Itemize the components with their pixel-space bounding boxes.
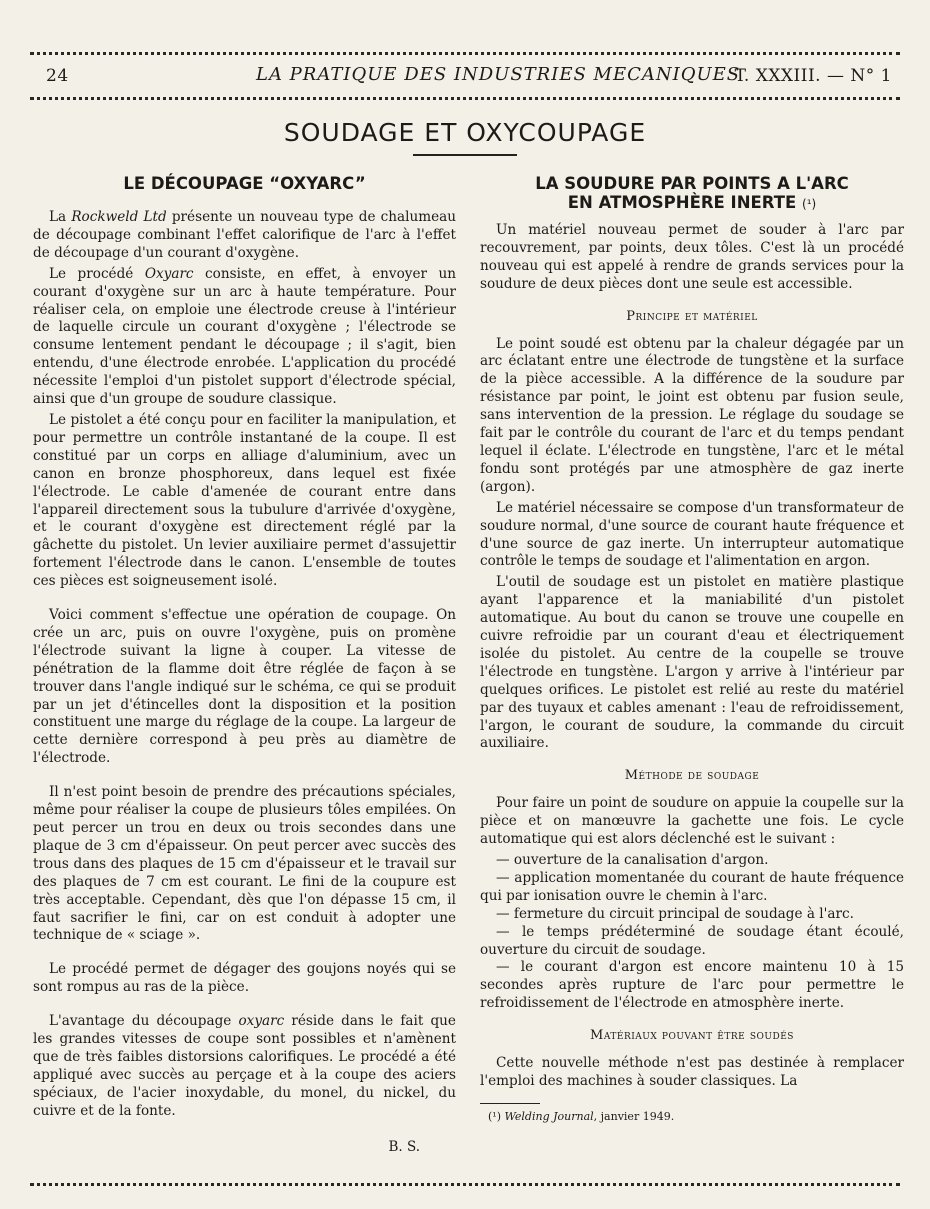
page-number: 24 — [46, 66, 69, 86]
paragraph: Un matériel nouveau permet de souder à l'arc par recouvrement, par points, deux tôles. C'est là un procédé nouveau qui est appelé à rendre de grands services pour la soudure de deux pièces dont une seule est accessible. — [480, 222, 904, 292]
footnote: (¹) Welding Journal, janvier 1949. — [488, 1109, 675, 1123]
paragraph: Voici comment s'effectue une opération de coupage. On crée un arc, puis on ouvre l'oxygène, puis on promène l'électrode suivant la ligne à couper. La vitesse de pénétration de la flamme doit être réglée de façon à se trouver dans l'angle indiqué sur le schéma, ce qui se produit par un jet d'étincelles dont la disposition et la position constituent une marge du réglage de la coupe. La largeur de cette dernière correspond à peu près au diamètre de l'électrode. — [33, 607, 456, 767]
journal-title: LA PRATIQUE DES INDUSTRIES MECANIQUES — [256, 64, 741, 85]
company-name: Rockweld Ltd — [71, 209, 167, 225]
list-item: — fermeture du circuit principal de soudage à l'arc. — [496, 905, 854, 922]
paragraph: L'outil de soudage est un pistolet en matière plastique ayant l'apparence et la maniabilité d'un pistolet automatique. Au bout du canon se trouve une coupelle en cuivre refroidie par un courant d'eau et électriquement isolée du pistolet. Au centre de la coupelle se trouve l'électrode en tungstène. L'argon y arrive à l'intérieur par quelques orifices. Le pistolet est relié au reste du matériel par des tuyaux et cables amenant : l'eau de refroidissement, l'argon, le courant de soudure, la commande du circuit auxiliaire. — [480, 574, 904, 752]
subheading-materiaux: Matériaux pouvant être soudés — [590, 1028, 794, 1044]
process-name: Oxyarc — [144, 265, 194, 282]
subheading-principe: Principe et matériel — [626, 308, 758, 324]
process-name: oxyarc — [238, 1013, 285, 1030]
list-item: — le temps prédéterminé de soudage étant écoulé, ouverture du circuit de soudage. — [480, 923, 904, 958]
footnote-source: Welding Journal — [504, 1109, 594, 1123]
paragraph: Le pistolet a été conçu pour en faciliter la manipulation, et pour permettre un contrôle instantané de la coupe. Il est constitué par un corps en alliage d'aluminium, avec un canon en bronze phosphoreux, dans lequel est fixée l'électrode. Le cable d'amenée de courant entre dans l'appareil directement sous la tubulure d'arrivée d'oxygène, et le courant d'oxygène est directement réglé par la gâchette du pistolet. Un levier auxiliaire permet d'assujettir fortement l'électrode dans le canon. L'ensemble de toutes ces pièces est soigneusement isolé. — [33, 411, 456, 590]
right-article — [480, 174, 904, 1126]
right-article-heading: LA SOUDURE PAR POINTS A L'ARC EN ATMOSPHÈRE INERTE (¹) — [535, 174, 849, 212]
paragraph: L'avantage du découpage oxyarc réside dans le fait que les grandes vitesses de coupe sont possibles et n'amènent que de très faibles distorsions calorifiques. Le procédé a été appliqué avec succès au perçage et à la coupe des aciers spéciaux, de l'acier inoxydable, du monel, du nickel, du cuivre et de la fonte. — [33, 1013, 456, 1119]
author-signature: B. S. — [388, 1138, 420, 1155]
paragraph: Le point soudé est obtenu par la chaleur dégagée par un arc éclatant entre une électrode de tungstène et la surface de la pièce accessible. A la différence de la soudure par résistance par point, le joint est obtenu par fusion seule, sans intervention de la pression. Le réglage du soudage se fait par le contrôle du courant de l'arc et du temps pendant lequel il éclate. L'électrode en tungstène, l'arc et le métal fondu sont protégés par une atmosphère de gaz inerte (argon). — [480, 335, 904, 495]
list-item: — application momentanée du courant de haute fréquence qui par ionisation ouvre le chemin à l'arc. — [480, 869, 904, 904]
section-title-underline — [413, 154, 517, 156]
header-dotted-rule — [30, 97, 900, 100]
paragraph: Cette nouvelle méthode n'est pas destinée à remplacer l'emploi des machines à souder classiques. La — [480, 1055, 904, 1089]
paragraph: Pour faire un point de soudure on appuie la coupelle sur la pièce et on manœuvre la gachette une fois. Le cycle automatique qui est alors déclenché est le suivant : — [480, 795, 904, 848]
paragraph: Le matériel nécessaire se compose d'un transformateur de soudure normal, d'une source de courant haute fréquence et d'une source de gaz inerte. Un interrupteur automatique contrôle le temps de soudage et l'alimentation en argon. — [480, 499, 904, 570]
section-title: SOUDAGE ET OXYCOUPAGE — [283, 118, 647, 147]
left-article-heading: LE DÉCOUPAGE “OXYARC” — [123, 174, 366, 193]
volume-number: T. XXXIII. — N° 1 — [734, 66, 892, 86]
left-article — [33, 174, 456, 1157]
paragraph: Il n'est point besoin de prendre des précautions spéciales, même pour réaliser la coupe de plusieurs tôles empilées. On peut percer un trou en deux ou trois secondes dans une plaque de 3 cm d'épaisseur. On peut percer avec succès des trous dans des plaques de 15 cm d'épaisseur et le travail sur des plaques de 7 cm est courant. Le fini de la coupure est très acceptable. Cependant, dès que l'on dépasse 15 cm, il faut sacrifier le fini, car on est conduit à adopter une technique de « sciage ». — [33, 784, 456, 944]
top-dotted-rule — [30, 52, 900, 55]
paragraph: Le procédé Oxyarc consiste, en effet, à envoyer un courant d'oxygène sur un arc à haute température. Pour réaliser cela, on emploie une électrode creuse à l'intérieur de laquelle circule un courant d'oxygène ; l'électrode se consume lentement pendant le découpage ; il s'agit, bien entendu, d'une électrode enrobée. L'application du procédé nécessite l'emploi d'un pistolet support d'électrode spécial, ainsi que d'un groupe de soudure classique. — [33, 265, 456, 408]
list-item: — le courant d'argon est encore maintenu 10 à 15 secondes après rupture de l'arc pour permettre le refroidissement de l'électrode en atmosphère inerte. — [480, 959, 904, 1012]
paragraph: La Rockweld Ltd présente un nouveau type de chalumeau de découpage combinant l'effet calorifique de l'arc à l'effet de découpage d'un courant d'oxygène. — [33, 209, 457, 261]
bottom-dotted-rule — [30, 1183, 900, 1186]
footnote-reference: (¹) — [802, 197, 817, 211]
running-head — [46, 64, 896, 88]
footnote-rule — [480, 1103, 540, 1104]
list-item: — ouverture de la canalisation d'argon. — [496, 852, 769, 868]
paragraph: Le procédé permet de dégager des goujons noyés qui se sont rompus au ras de la pièce. — [33, 961, 456, 996]
subheading-methode: Méthode de soudage — [624, 768, 760, 784]
